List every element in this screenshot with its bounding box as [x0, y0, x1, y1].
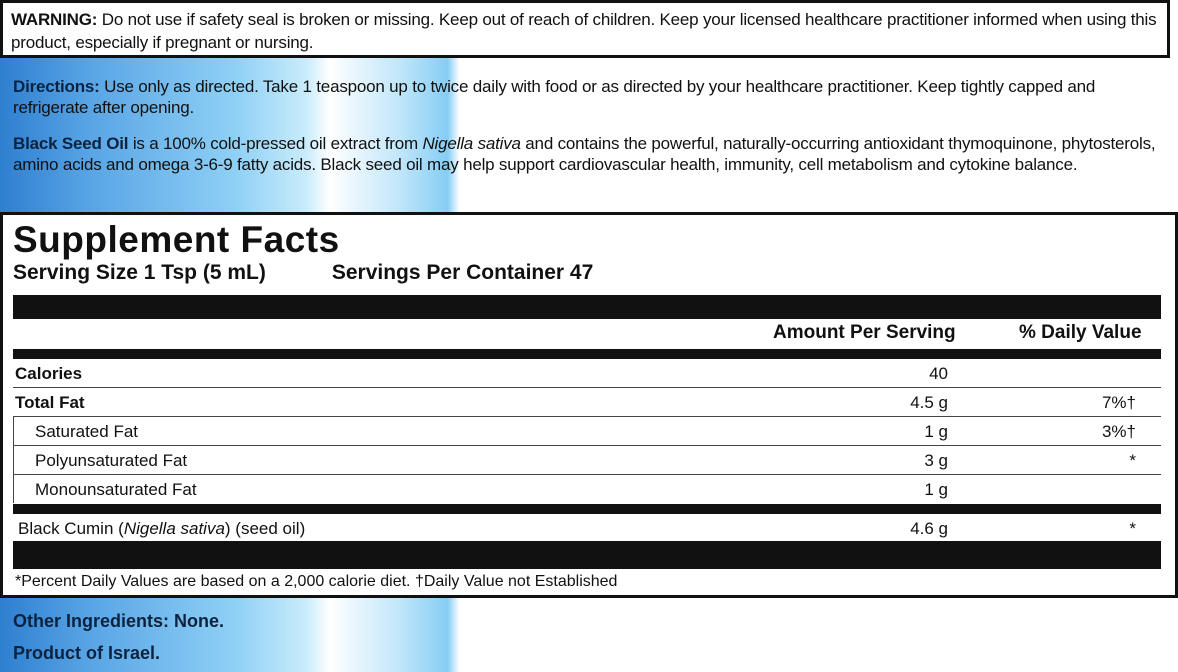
row-amount: 1 g — [924, 480, 948, 499]
row-name: Total Fat — [15, 393, 85, 412]
row-name: Monounsaturated Fat — [35, 480, 197, 499]
indent-line — [13, 446, 14, 474]
other-ingredients — [13, 608, 224, 672]
table-row — [13, 388, 1161, 417]
description-text-before: is a 100% cold-pressed oil extract from — [128, 134, 423, 153]
other-label: Other Ingredients: — [13, 611, 170, 631]
supplement-facts-panel — [0, 212, 1178, 598]
herb-amount: 4.6 g — [910, 519, 948, 538]
table-row — [13, 417, 1161, 446]
row-dv: * — [1129, 451, 1136, 470]
thick-divider-top — [13, 295, 1161, 319]
other-ingredients-line — [13, 608, 224, 634]
row-amount: 1 g — [924, 422, 948, 441]
description-text-after: and contains the powerful, naturally-occurring antioxidant thymoquinone, phytosterols, amino acids and omega 3-6-9 fatty acids. Black seed oil may help support cardiovascular health, immunity, cell metabolism and cytokine balance. — [13, 134, 1156, 174]
serving-size: Serving Size 1 Tsp (5 mL) — [13, 261, 266, 284]
directions-text: Use only as directed. Take 1 teaspoon up to twice daily with food or as directed by your healthcare practitioner. Keep tightly capped and refrigerate after opening. — [13, 77, 1096, 117]
row-amount: 40 — [929, 364, 948, 383]
footnote: *Percent Daily Values are based on a 2,000 calorie diet. †Daily Value not Established — [15, 573, 618, 590]
table-row — [13, 359, 1161, 388]
description-label: Black Seed Oil — [13, 134, 129, 153]
servings-per-container: Servings Per Container 47 — [331, 261, 594, 284]
warning-text: Do not use if safety seal is broken or missing. Keep out of reach of children. Keep your licensed healthcare practitioner informed when using this product, especially if pregnant or nursing. — [11, 10, 1157, 52]
row-name: Calories — [15, 364, 83, 383]
directions-label: Directions: — [13, 77, 100, 96]
table-row-herb — [13, 514, 1161, 542]
warning-label: WARNING: — [11, 10, 98, 29]
thick-divider-bottom — [13, 541, 1161, 569]
description-italic: Nigella sativa — [422, 134, 521, 153]
origin-line: Product of Israel. — [13, 643, 161, 663]
other-text: None. — [169, 611, 225, 631]
table-row — [13, 446, 1161, 475]
warning-box — [0, 0, 1170, 58]
row-dv: 3%† — [1101, 422, 1136, 441]
header-daily-value: % Daily Value — [1019, 322, 1142, 343]
row-dv: 7%† — [1101, 393, 1136, 412]
herb-name: Black Cumin (Nigella sativa) (seed oil) — [18, 519, 306, 538]
serving-info — [13, 260, 659, 286]
product-description — [13, 133, 1163, 175]
table-row — [13, 475, 1161, 503]
row-name: Polyunsaturated Fat — [35, 451, 188, 470]
row-name: Saturated Fat — [35, 422, 139, 441]
herb-dv: * — [1129, 519, 1136, 538]
indent-line — [13, 417, 14, 445]
facts-title: Supplement Facts — [13, 219, 340, 260]
thick-divider-herb — [13, 504, 1161, 514]
row-amount: 3 g — [924, 451, 948, 470]
header-amount: Amount Per Serving — [773, 322, 956, 343]
thick-divider-mid — [13, 349, 1161, 359]
indent-line — [13, 475, 14, 503]
directions — [13, 76, 1163, 118]
row-amount: 4.5 g — [910, 393, 948, 412]
